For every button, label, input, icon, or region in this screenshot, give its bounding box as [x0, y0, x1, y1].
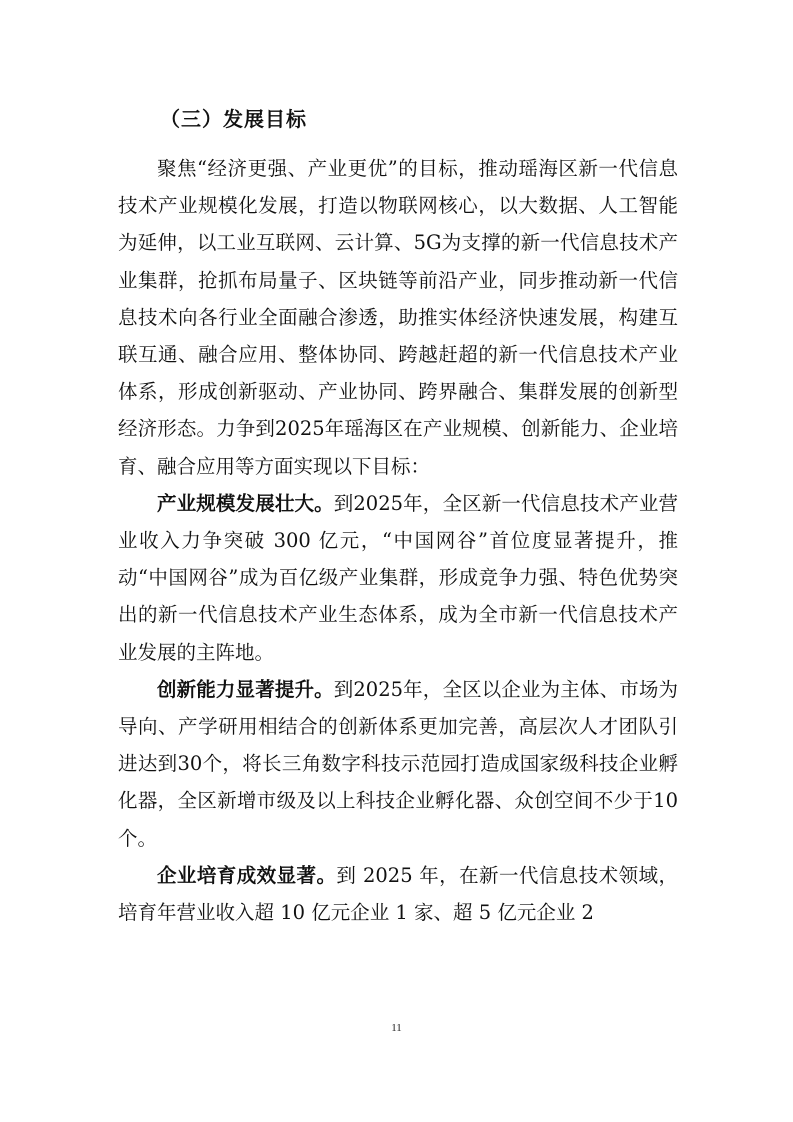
- section-body: [118, 150, 678, 931]
- goal-lead: 创新能力显著提升。: [157, 677, 334, 701]
- goal-text: 到2025年，全区新一代信息技术产业营业收入力争突破 300 亿元，“中国网谷”首位度显著提升，推动“中国网谷”成为百亿级产业集群，形成竞争力强、特色优势突出的新一代信息技术产业生态体系，成为全市新一代信息技术产业发展的主阵地。: [118, 491, 678, 664]
- goal-text: 到2025年，全区以企业为主体、市场为导向、产学研用相结合的创新体系更加完善，高层次人才团队引进达到30个，将长三角数字科技示范园打造成国家级科技企业孵化器，全区新增市级及以上科技企业孵化器、众创空间不少于10个。: [118, 677, 678, 850]
- intro-paragraph: 聚焦“经济更强、产业更优”的目标，推动瑶海区新一代信息技术产业规模化发展，打造以物联网核心，以大数据、人工智能为延伸，以工业互联网、云计算、5G为支撑的新一代信息技术产业集群，抢抓布局量子、区块链等前沿产业，同步推动新一代信息技术向各行业全面融合渗透，助推实体经济快速发展，构建互联互通、融合应用、整体协同、跨越赶超的新一代信息技术产业体系，形成创新驱动、产业协同、跨界融合、集群发展的创新型经济形态。力争到2025年瑶海区在产业规模、创新能力、企业培育、融合应用等方面实现以下目标：: [118, 157, 678, 478]
- goal-paragraph-industry-scale: [118, 485, 678, 671]
- goal-lead: 产业规模发展壮大。: [157, 491, 334, 515]
- goal-lead: 企业培育成效显著。: [157, 863, 337, 887]
- page-number: 11: [391, 1022, 402, 1034]
- goal-paragraph-innovation: [118, 671, 678, 857]
- section-heading: （三）发展目标: [160, 107, 307, 131]
- goal-paragraph-enterprise: [118, 857, 678, 931]
- goal-text: 到 2025 年，在新一代信息技术领域，培育年营业收入超 10 亿元企业 1 家、超 5 亿元企业 2: [118, 863, 678, 925]
